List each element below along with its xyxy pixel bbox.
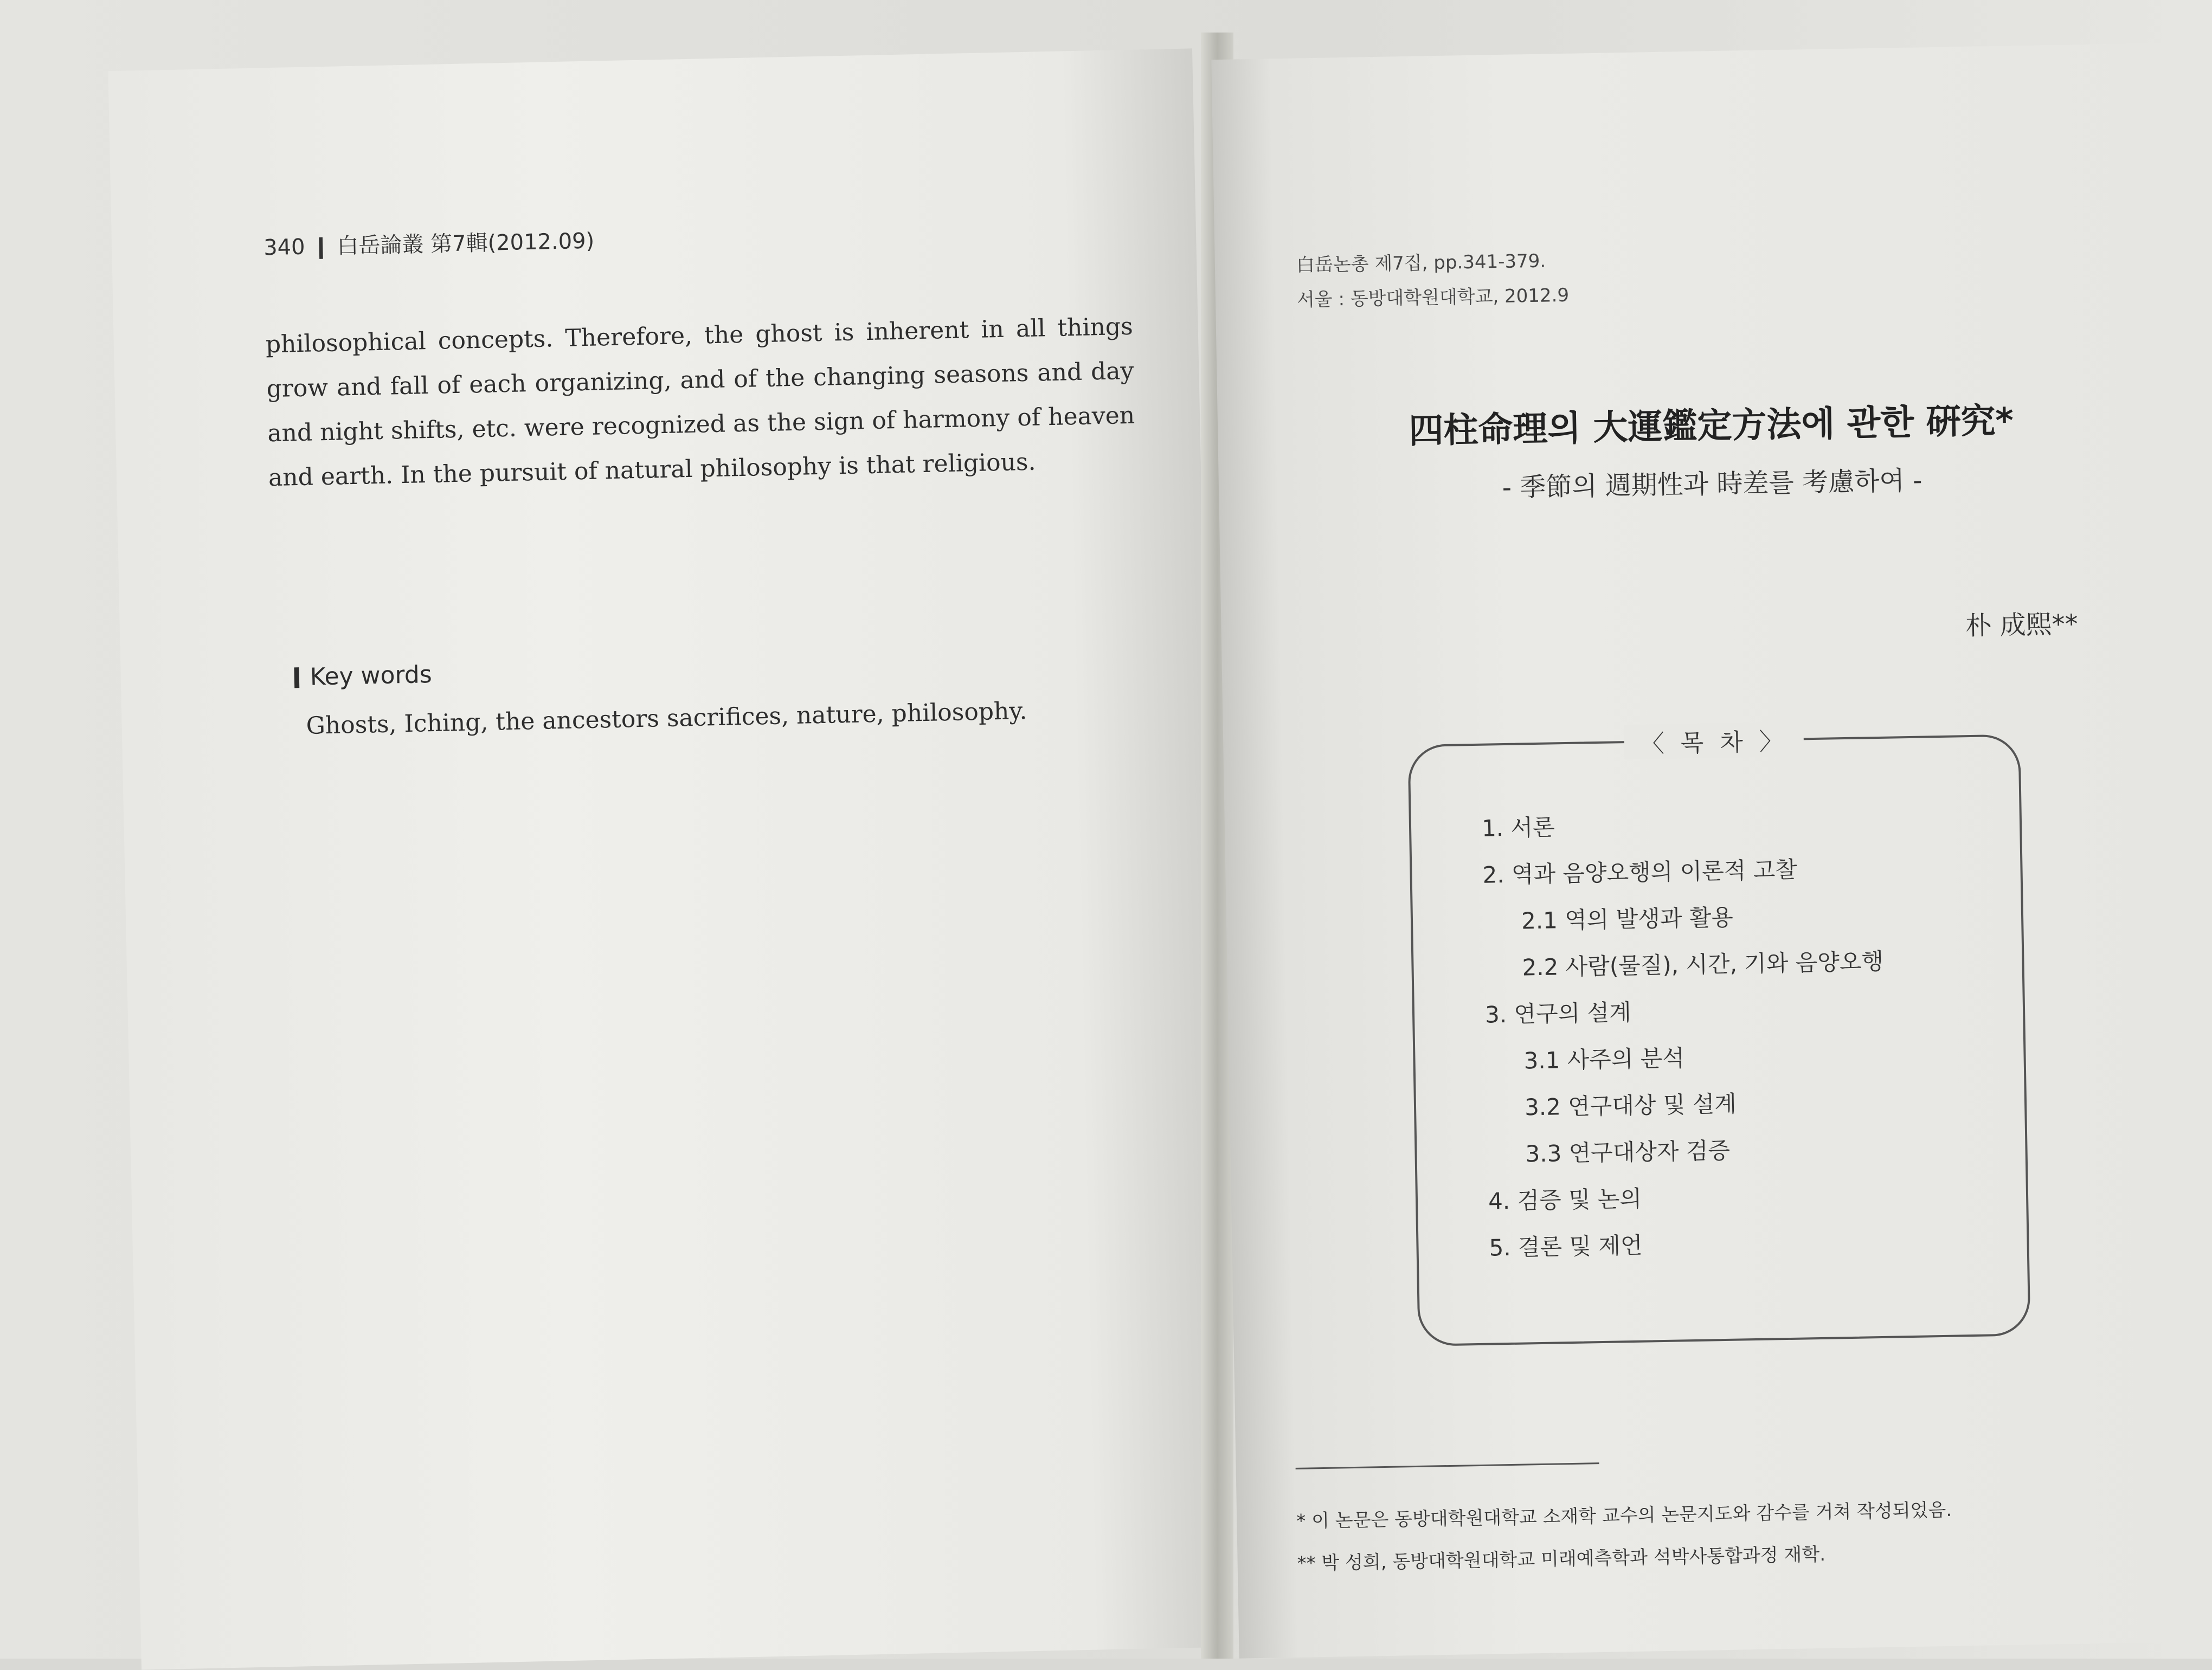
table-of-contents: [1407, 727, 2030, 1346]
citation: [1296, 243, 1569, 318]
body-paragraph: philosophical concepts. Therefore, the ghost is inherent in all things grow and fall of each organizing, and of the changing seasons and day and night shifts, etc. were recognized as the sign of harmony of heaven and earth. In the pursuit of natural philosophy is that religious.: [265, 312, 1135, 492]
toc-subitem: 3.1 사주의 분석: [1523, 1044, 1685, 1074]
keywords-text: Ghosts, Iching, the ancestors sacrifices, nature, philosophy.: [306, 697, 1027, 740]
left-page: [108, 48, 1225, 1669]
keywords-heading-label: Key words: [310, 661, 433, 691]
toc-item: 2. 역과 음양오행의 이론적 고찰: [1482, 856, 1798, 888]
toc-subitem: 2.1 역의 발생과 활용: [1521, 904, 1734, 934]
toc-list: [1481, 798, 1888, 1272]
toc-subitem: 2.2 사람(물질), 시간, 기와 음양오행: [1522, 947, 1884, 981]
toc-item: 5. 결론 및 제언: [1489, 1231, 1643, 1261]
toc-item: 1. 서론: [1481, 814, 1555, 842]
toc-item: 4. 검증 및 논의: [1488, 1185, 1642, 1215]
toc-item: 3. 연구의 설계: [1484, 998, 1632, 1028]
footnote-2: ** 박 성희, 동방대학원대학교 미래예측학과 석박사통합과정 재학.: [1297, 1543, 1826, 1575]
keywords-heading: [294, 661, 432, 691]
toc-subitem: 3.3 연구대상자 검증: [1525, 1137, 1731, 1168]
citation-line-2: 서울 : 동방대학원대학교, 2012.9: [1296, 284, 1570, 311]
footnotes: [1296, 1489, 1953, 1585]
running-head-text: 340 ❙ 白岳論叢 第7輯(2012.09): [263, 228, 595, 261]
footnote-1: * 이 논문은 동방대학원대학교 소재학 교수의 논문지도와 감수를 거쳐 작성되었음.: [1296, 1499, 1952, 1532]
toc-subitem: 3.2 연구대상 및 설계: [1524, 1090, 1737, 1121]
toc-title: 〈 목 차 〉: [1624, 721, 1804, 759]
paper-subtitle: - 季節의 週期性과 時差를 考慮하여 -: [1502, 465, 1922, 503]
footnote-rule: [1296, 1462, 1599, 1469]
right-page: [1211, 42, 2212, 1658]
citation-line-1: 白岳논총 제7집, pp.341-379.: [1296, 250, 1546, 276]
heading-bar: [294, 667, 299, 688]
running-head: [263, 224, 595, 262]
author-name: 朴 成熙**: [1965, 609, 2079, 642]
paper-title: 四柱命理의 大運鑑定方法에 관한 硏究*: [1408, 401, 2014, 452]
